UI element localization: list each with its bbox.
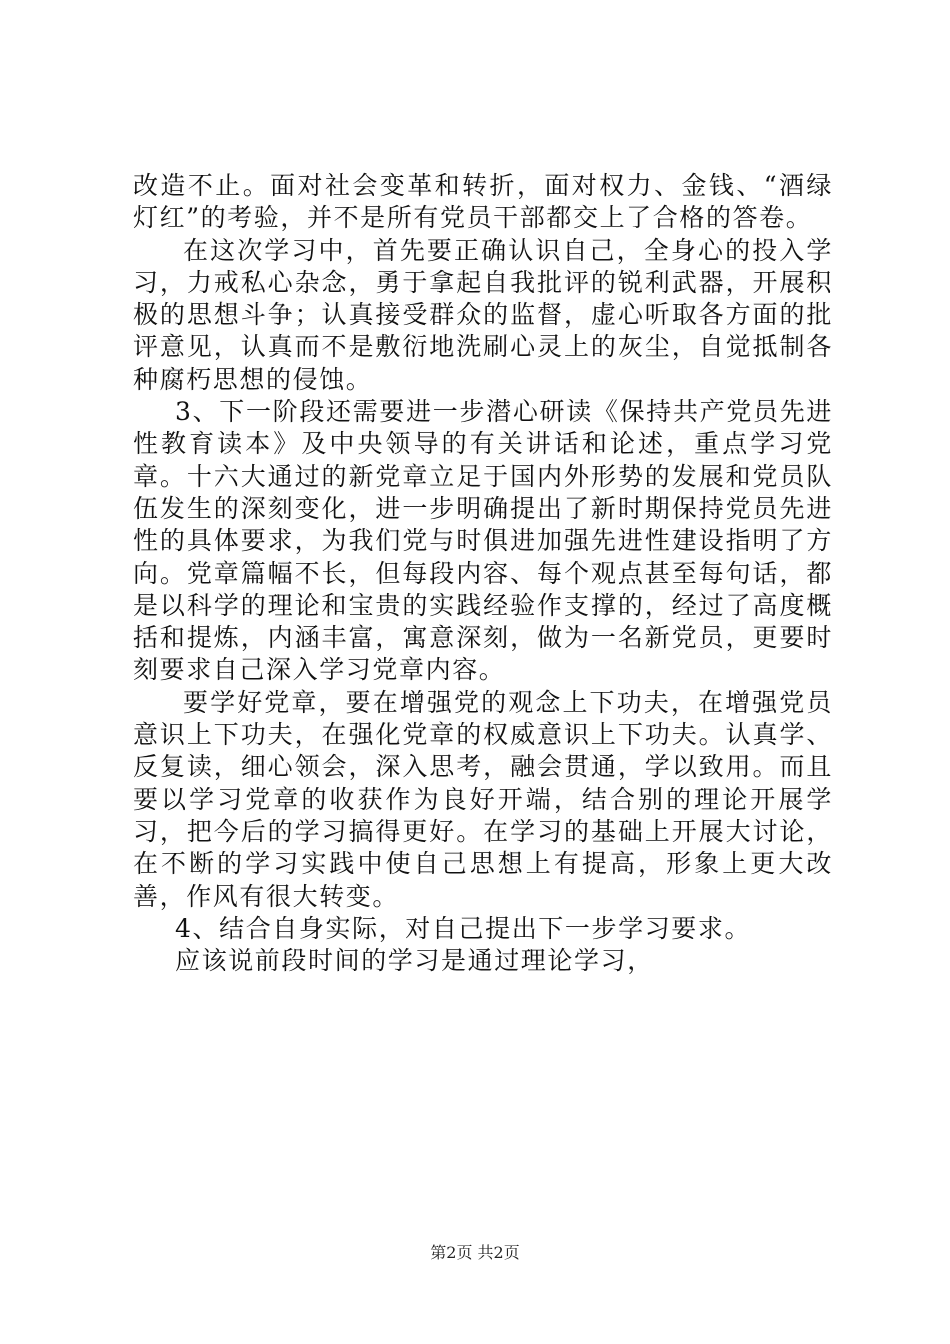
paragraph-5: 4、结合自身实际，对自己提出下一步学习要求。 [175,913,752,943]
page-footer: 第2页 共2页 [430,1243,520,1262]
paragraph-4: 要学好党章，要在增强党的观念上下功夫，在增强党员意识上下功夫，在强化党章的权威意识上下功夫。认真学、反复读，细心领会，深入思考，融会贯通，学以致用。而且要以学习党章的收获作为良好开端，结合别的理论开展学习，把今后的学习搞得更好。在学习的基础上开展大讨论，在不断的学习实践中使自己思想上有提高，形象上更大改善，作风有很大转变。 [133,687,833,911]
paragraph-3: 3、下一阶段还需要进一步潜心研读《保持共产党员先进性教育读本》及中央领导的有关讲话和论述，重点学习党章。十六大通过的新党章立足于国内外形势的发展和党员队伍发生的深刻变化，进一步明确提出了新时期保持党员先进性的具体要求，为我们党与时俱进加强先进性建设指明了方向。党章篇幅不长，但每段内容、每个观点甚至每句话，都是以科学的理论和宝贵的实践经验作支撑的，经过了高度概括和提炼，内涵丰富，寓意深刻，做为一名新党员，更要时刻要求自己深入学习党章内容。 [133,397,833,685]
document-body [133,170,833,977]
paragraph-1: 改造不止。面对社会变革和转折，面对权力、金钱、“酒绿灯红”的考验，并不是所有党员干部都交上了合格的答卷。 [133,171,833,233]
paragraph-2: 在这次学习中，首先要正确认识自己，全身心的投入学习，力戒私心杂念，勇于拿起自我批评的锐利武器，开展积极的思想斗争；认真接受群众的监督，虚心听取各方面的批评意见，认真而不是敷衍地洗刷心灵上的灰尘，自觉抵制各种腐朽思想的侵蚀。 [133,235,833,394]
paragraph-6: 应该说前段时间的学习是通过理论学习， [175,946,654,976]
